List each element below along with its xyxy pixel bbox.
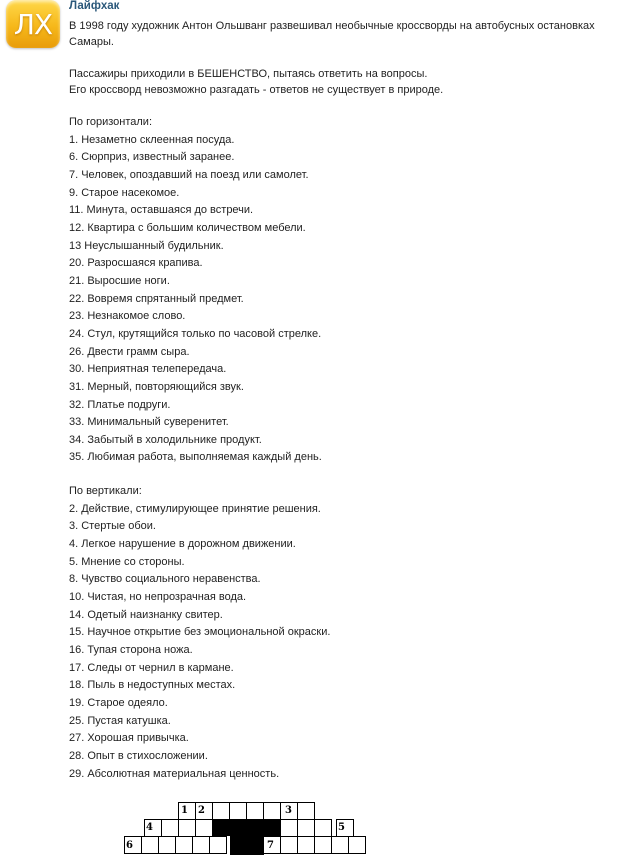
crossword-cell	[349, 837, 366, 854]
crossword-number: 2	[198, 805, 205, 816]
crossword-cell	[210, 837, 227, 854]
crossword-cell	[196, 820, 213, 837]
avatar-logo-text: ЛХ	[13, 7, 53, 41]
clue-item: 29. Абсолютная материальная ценность.	[69, 767, 280, 780]
clue-item: 1. Незаметно склеенная посуда.	[69, 133, 235, 146]
post-intro: В 1998 году художник Антон Ольшванг развешивал необычные кроссворды на автобусных остановках Самары.	[69, 20, 595, 48]
crossword-cell	[230, 803, 247, 820]
crossword-number: 7	[267, 840, 274, 851]
clue-item: 14. Одетый наизнанку свитер.	[69, 608, 223, 621]
crossword-number: 5	[338, 822, 345, 833]
clue-item: 10. Чистая, но непрозрачная вода.	[69, 591, 247, 604]
clue-item: 2. Действие, стимулирующее принятие решения.	[69, 502, 321, 515]
clue-item: 23. Незнакомое слово.	[69, 310, 186, 323]
clue-item: 17. Следы от чернил в кармане.	[69, 661, 234, 674]
crossword-cell	[298, 820, 315, 837]
clue-item: 26. Двести грамм сыра.	[69, 345, 190, 358]
clue-item: 9. Старое насекомое.	[69, 186, 180, 199]
clue-item: 13 Неуслышанный будильник.	[69, 239, 224, 252]
crossword-cell	[332, 837, 349, 854]
clue-item: 16. Тупая сторона ножа.	[69, 644, 193, 657]
down-heading: По вертикали:	[69, 485, 142, 498]
crossword-cell	[298, 803, 315, 820]
post-paragraph-line: Его кроссворд невозможно разгадать - ответов не существует в природе.	[69, 83, 444, 96]
crossword-cell	[176, 837, 193, 854]
clue-item: 32. Платье подруги.	[69, 398, 171, 411]
clue-item: 5. Мнение со стороны.	[69, 555, 185, 568]
clue-item: 3. Стертые обои.	[69, 520, 156, 533]
crossword-cell	[162, 820, 179, 837]
crossword-cell	[281, 820, 298, 837]
crossword-cell	[281, 837, 298, 854]
crossword-cell	[159, 837, 176, 854]
crossword-cell	[264, 803, 281, 820]
clue-item: 6. Сюрприз, известный заранее.	[69, 151, 235, 164]
clue-item: 30. Неприятная телепередача.	[69, 363, 227, 376]
clue-item: 21. Выросшие ноги.	[69, 274, 170, 287]
crossword-black-cell	[212, 819, 280, 836]
crossword-number: 3	[285, 805, 292, 816]
post-paragraph-line: Пассажиры приходили в БЕШЕНСТВО, пытаясь ответить на вопросы.	[69, 68, 428, 80]
crossword-cell	[315, 820, 332, 837]
clue-item: 8. Чувство социального неравенства.	[69, 573, 261, 586]
crossword-cell	[179, 820, 196, 837]
clue-item: 20. Разросшаяся крапива.	[69, 257, 203, 270]
clue-item: 35. Любимая работа, выполняемая каждый день.	[69, 451, 322, 464]
clue-item: 34. Забытый в холодильнике продукт.	[69, 433, 262, 446]
clue-item: 31. Мерный, повторяющийся звук.	[69, 380, 244, 393]
clue-item: 25. Пустая катушка.	[69, 714, 171, 727]
across-heading: По горизонтали:	[69, 116, 152, 128]
crossword-number: 1	[181, 805, 188, 816]
crossword-cell	[213, 803, 230, 820]
clue-item: 4. Легкое нарушение в дорожном движении.	[69, 538, 296, 551]
clue-item: 19. Старое одеяло.	[69, 697, 168, 709]
clue-item: 22. Вовремя спрятанный предмет.	[69, 292, 244, 305]
crossword-cell	[298, 837, 315, 854]
clue-item: 33. Минимальный суверенитет.	[69, 416, 229, 429]
crossword-cell	[142, 837, 159, 854]
crossword-cell	[193, 837, 210, 854]
clue-item: 11. Минута, оставшаяся до встречи.	[69, 204, 254, 217]
crossword-number: 4	[146, 822, 153, 833]
clue-item: 18. Пыль в недоступных местах.	[69, 679, 236, 692]
group-name-link[interactable]: Лайфхак	[69, 0, 120, 12]
crossword-cell	[247, 803, 264, 820]
clue-item: 27. Хорошая привычка.	[69, 732, 189, 745]
crossword-black-cell	[230, 836, 264, 855]
crossword-cell	[315, 837, 332, 854]
clue-item: 28. Опыт в стихосложении.	[69, 749, 208, 762]
clue-item: 15. Научное открытие без эмоциональной окраски.	[69, 626, 331, 639]
clue-item: 24. Стул, крутящийся только по часовой стрелке.	[69, 327, 322, 340]
clue-item: 7. Человек, опоздавший на поезд или самолет.	[69, 168, 309, 181]
clue-item: 12. Квартира с большим количеством мебели.	[69, 221, 306, 234]
crossword-number: 6	[126, 840, 133, 851]
